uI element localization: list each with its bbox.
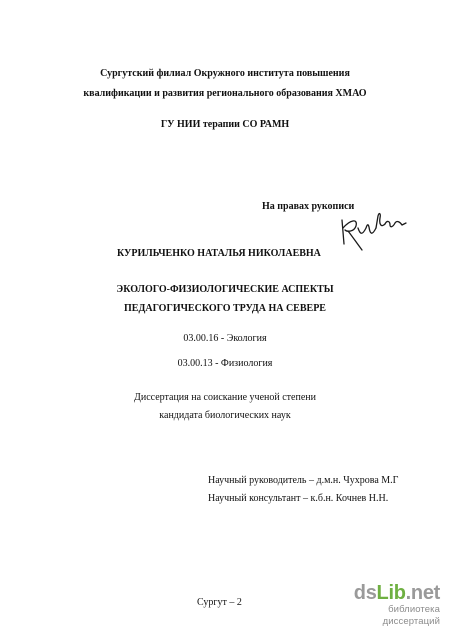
consultant-line: Научный консультант – к.б.н. Кочнев Н.Н.: [208, 493, 389, 504]
handwritten-signature: [338, 208, 410, 254]
institution-line-3: ГУ НИИ терапии СО РАМН: [160, 119, 290, 130]
specialty-1: 03.00.16 - Экология: [183, 333, 267, 344]
dslib-watermark: [332, 582, 440, 628]
degree-line-1: Диссертация на соискание ученой степени: [134, 392, 316, 403]
title-line-1: ЭКОЛОГО-ФИЗИОЛОГИЧЕСКИЕ АСПЕКТЫ: [116, 284, 334, 295]
supervisor-line: Научный руководитель – д.м.н. Чухрова М.Г: [208, 475, 399, 486]
author-name: КУРИЛЬЧЕНКО НАТАЛЬЯ НИКОЛАЕВНА: [117, 248, 321, 259]
logo-lib: Lib: [376, 582, 406, 604]
place-year: Сургут – 2: [197, 597, 242, 608]
logo-ds: ds: [353, 582, 377, 604]
title-line-2: ПЕДАГОГИЧЕСКОГО ТРУДА НА СЕВЕРЕ: [124, 303, 326, 314]
dslib-logo: [332, 582, 440, 604]
institution-line-1: Сургутский филиал Окружного института повышения: [100, 68, 350, 79]
watermark-subtitle: библиотека диссертаций: [382, 604, 440, 627]
institution-line-2: квалификации и развития регионального образования ХМАО: [83, 88, 367, 99]
degree-line-2: кандидата биологических наук: [159, 410, 291, 421]
specialty-2: 03.00.13 - Физиология: [177, 358, 273, 369]
manuscript-note: На правах рукописи: [262, 201, 355, 212]
logo-net: .net: [405, 582, 440, 604]
